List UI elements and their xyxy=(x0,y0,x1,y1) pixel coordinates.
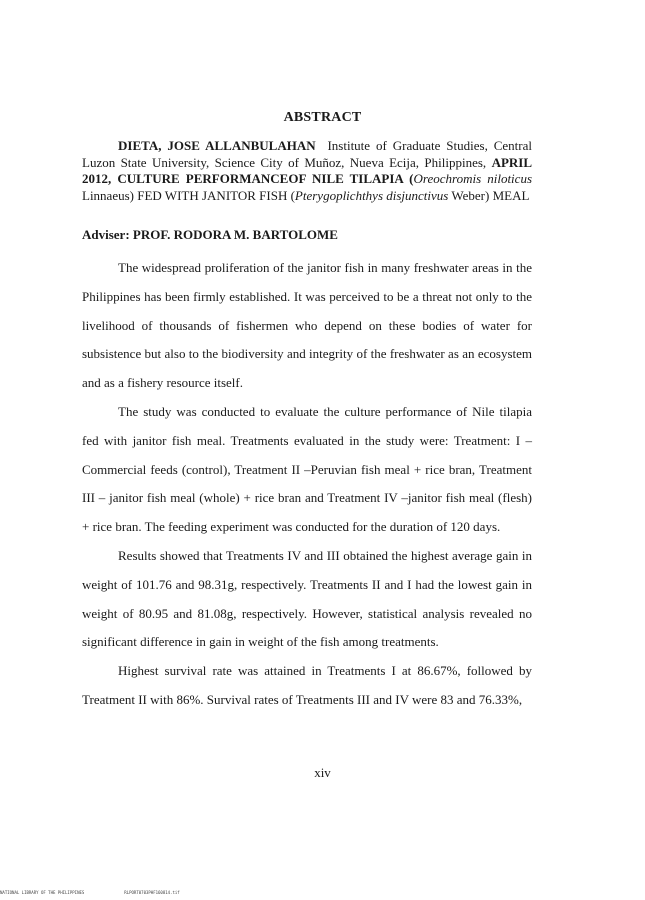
citation-species-tilapia: Oreochromis niloticus xyxy=(413,171,532,186)
footer-library: NATIONAL LIBRARY OF THE PHILIPPINES xyxy=(0,890,85,895)
paragraph-3: Results showed that Treatments IV and III obtained the highest average gain in weight of 101.76 and 98.31g, respectively. Treatments II and I had the lowest gain in weight of 80.95 and 81.08g, respectively. However, statistical analysis revealed no significant difference in gain in weight of the fish among treatments. xyxy=(82,547,532,650)
citation-title-part3: Weber) MEAL xyxy=(448,187,530,203)
paragraph-1: The widespread proliferation of the janitor fish in many freshwater areas in the Philippines has been firmly established. It was perceived to be a threat not only to the livelihood of thousands of fishermen who depend on these bodies of water for subsistence but also to the biodiversity and integrity of the freshwater as an ecosystem and as a fishery resource itself. xyxy=(82,260,532,391)
citation-block xyxy=(82,138,532,204)
citation-title-part2: Linnaeus) FED WITH JANITOR FISH ( xyxy=(82,187,295,203)
paragraph-2: The study was conducted to evaluate the culture performance of Nile tilapia fed with janitor fish meal. Treatments evaluated in the study were: Treatment: I –Commercial feeds (control), Treatment II –Peruvian fish meal + rice bran, Treatment III – janitor fish meal (whole) + rice bran and Treatment IV –janitor fish meal (flesh) + rice bran. The feeding experiment was conducted for the duration of 120 days. xyxy=(82,403,532,535)
abstract-body xyxy=(82,254,532,715)
citation-author: DIETA, JOSE ALLANBULAHAN xyxy=(118,138,316,153)
abstract-heading: ABSTRACT xyxy=(283,110,362,125)
citation-species-janitor: Pterygoplichthys disjunctivus xyxy=(294,187,449,203)
citation-title-part1: CULTURE PERFORMANCEOF NILE TILAPIA ( xyxy=(117,171,414,186)
citation-institution: Institute of Graduate Studies, Central Luzon State University, Science City of Muñoz, Nueva Ecija, Philippines, xyxy=(82,138,532,170)
paragraph-4: Highest survival rate was attained in Treatments I at 86.67%, followed by Treatment II with 86%. Survival rates of Treatments III and IV were 83 and 76.33%, xyxy=(82,663,532,707)
scan-footer xyxy=(0,890,220,895)
page-number: xiv xyxy=(314,765,331,780)
footer-code: RLPORT0703PHF160814.tif xyxy=(124,890,180,895)
adviser-line: Adviser: PROF. RODORA M. BARTOLOME xyxy=(82,227,338,242)
citation-date: APRIL 2012, xyxy=(82,154,533,186)
